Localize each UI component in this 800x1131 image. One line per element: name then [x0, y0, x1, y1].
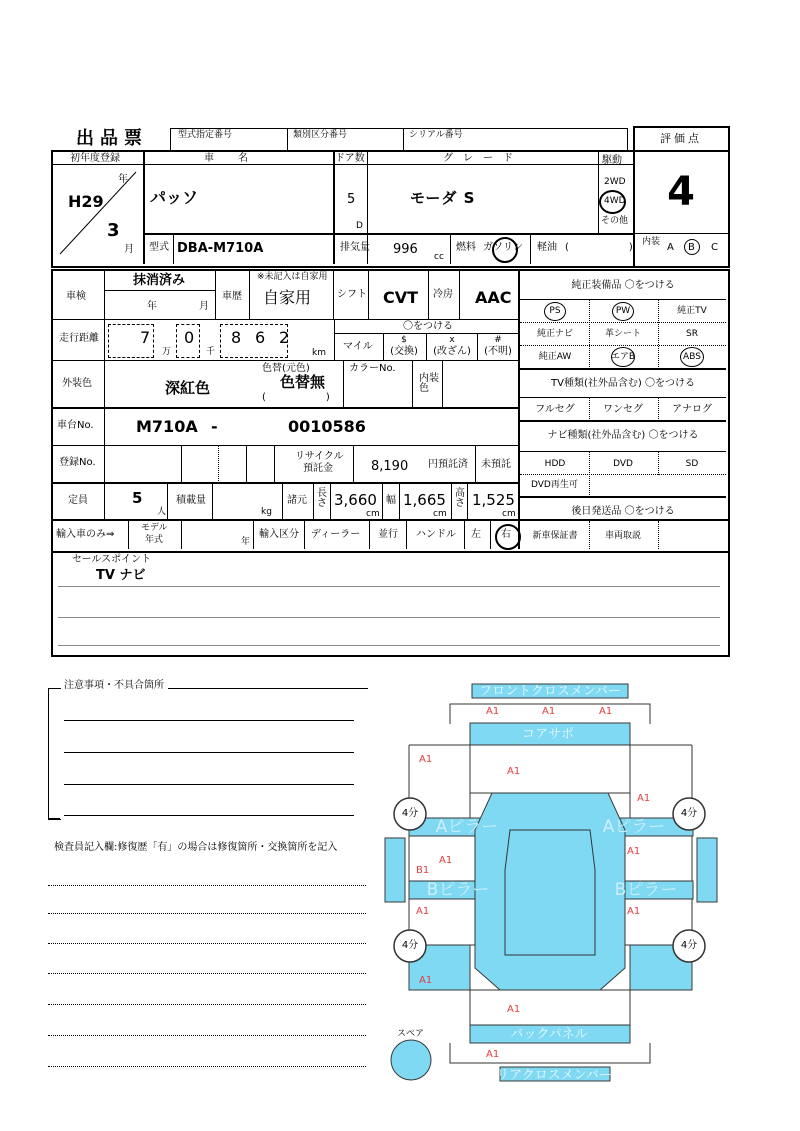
- sales-value: TV ナビ: [96, 568, 146, 583]
- drive-label: 駆動: [602, 155, 622, 166]
- interior-color-label: 内装色: [419, 373, 439, 394]
- width-label: 幅: [386, 495, 396, 506]
- recycle-label-1: リサイクル: [295, 451, 344, 462]
- load-label: 積載量: [176, 495, 206, 506]
- tamper-label: (改ざん): [433, 346, 471, 357]
- capacity-unit: 人: [157, 507, 167, 517]
- man-unit: 万: [162, 347, 172, 357]
- sheet-title: 出品票: [76, 128, 148, 149]
- shaken-label: 車検: [66, 291, 86, 302]
- interior-label: 内装: [642, 237, 661, 247]
- equip-airbag: エアB: [610, 352, 636, 362]
- fuel-paren: ( ): [565, 242, 633, 253]
- rear-cross-label: リアクロスメンバー: [496, 1068, 612, 1083]
- mileage-digit-5: 2: [279, 328, 290, 347]
- fuel-diesel: 軽油: [537, 242, 557, 253]
- capacity-label: 定員: [68, 495, 88, 506]
- eval-score: 4: [667, 169, 695, 215]
- handle-label: ハンドル: [416, 529, 456, 540]
- model-year-label-1: モデル: [141, 523, 168, 533]
- shaken-value: 抹消済み: [133, 273, 186, 288]
- recycle-label-2: 預託金: [303, 463, 333, 474]
- mileage-label: 走行距離: [59, 333, 99, 344]
- recycle-value: 8,190: [371, 459, 409, 474]
- color-change-value: 色替無: [280, 373, 326, 391]
- equip-ps-circle: [544, 302, 566, 321]
- capacity-value: 5: [132, 489, 143, 507]
- equip-aw: 純正AW: [538, 352, 572, 362]
- equip-pw: PW: [615, 306, 631, 316]
- km-unit: km: [312, 348, 326, 358]
- mark-right-front-door: A1: [627, 846, 641, 857]
- car-name: パッソ: [150, 188, 199, 207]
- history-label: 車歴: [222, 291, 242, 302]
- height-value: 1,525: [472, 491, 515, 509]
- tv-title: TV種類(社外品含む) 〇をつける: [551, 378, 695, 389]
- mark-left-fender: A1: [419, 754, 433, 765]
- month-unit: 月: [124, 244, 134, 255]
- drive-4wd-circle: [599, 190, 626, 214]
- equip-abs: ABS: [683, 352, 701, 362]
- mark-front-1: A1: [486, 706, 500, 717]
- color-no-label: カラーNo.: [349, 363, 396, 374]
- equip-tv: 純正TV: [677, 306, 707, 316]
- color-label: 外装色: [62, 378, 92, 389]
- mark-left-front-door-a1: A1: [439, 855, 453, 866]
- history-value: 自家用: [263, 288, 312, 307]
- drive-other: その他: [601, 216, 629, 226]
- length-value: 3,660: [334, 491, 377, 509]
- mileage-digit-2: 0: [184, 328, 195, 347]
- interior-c: C: [711, 242, 718, 253]
- back-panel-label: バックパネル: [510, 1027, 588, 1042]
- caution-label: 注意事項・不具合箇所: [64, 680, 164, 691]
- unknown-mark: #: [494, 335, 502, 345]
- doors-unit: D: [356, 221, 363, 231]
- a-pillar-right-label: Aピラー: [602, 817, 666, 837]
- dvd-label: DVD再生可: [531, 480, 578, 490]
- tire-front-right: 4分: [680, 808, 698, 819]
- header-code-row: [170, 128, 628, 152]
- length-label: 長さ: [317, 488, 327, 509]
- model-year-label-2: 年式: [145, 535, 164, 545]
- interior-b: B: [688, 242, 695, 253]
- chassis-model: M710A: [136, 417, 198, 436]
- interior-b-circle: [684, 239, 700, 255]
- spare-label: スペア: [397, 1029, 425, 1039]
- fuel-gasoline: ガソリン: [483, 242, 523, 253]
- interior-a: A: [667, 242, 674, 253]
- height-label: 高さ: [455, 488, 465, 509]
- shaken-month-unit: 月: [199, 301, 209, 312]
- history-note: ※未記入は自家用: [257, 272, 328, 282]
- chassis-dash: -: [211, 417, 218, 436]
- tire-front-left: 4分: [401, 808, 419, 819]
- drive-2wd: 2WD: [604, 177, 626, 187]
- mileage-digit-4: 6: [255, 328, 266, 347]
- displacement-unit: cc: [434, 252, 444, 262]
- model-year-unit: 年: [241, 537, 251, 547]
- equipment-title: 純正装備品 〇をつける: [571, 280, 675, 291]
- car-name-label: 車名: [204, 153, 272, 164]
- width-value: 1,665: [403, 491, 446, 509]
- tv-oneseg: ワンセグ: [603, 404, 643, 415]
- ac-value: AAC: [475, 288, 512, 307]
- unknown-label: (不明): [484, 346, 512, 357]
- reg-no-label: 登録No.: [59, 457, 96, 468]
- sales-label: セールスポイント: [72, 554, 152, 565]
- mileage-digit-3: 8: [231, 328, 242, 347]
- handle-right: 右: [501, 529, 511, 540]
- recycle-unpaid: 未預託: [481, 459, 511, 470]
- grade-label: グレード: [443, 153, 523, 164]
- mark-front-2: A1: [542, 706, 556, 717]
- serial-label: シリアル番号: [409, 130, 463, 140]
- width-unit: cm: [433, 509, 447, 519]
- year-unit: 年: [118, 174, 128, 185]
- equip-abs-circle: [680, 347, 704, 367]
- equip-ps: PS: [549, 306, 561, 316]
- equip-navi: 純正ナビ: [536, 329, 574, 339]
- front-cross-label: フロントクロスメンバー: [479, 684, 621, 699]
- mark-left-rear-door: A1: [416, 906, 430, 917]
- core-support-label: コアサポ: [521, 727, 575, 742]
- import-label: 輸入車のみ⇒: [56, 529, 115, 540]
- color-change-label: 色替(元色): [262, 363, 310, 374]
- equip-pw-circle: [612, 302, 634, 321]
- tire-rear-left: 4分: [401, 940, 419, 951]
- color-change-paren: ( ): [262, 392, 330, 403]
- equip-sr: SR: [686, 329, 698, 339]
- mark-left-front-door-b1: B1: [416, 865, 430, 876]
- mark-hood: A1: [507, 766, 521, 777]
- mark-left-quarter: A1: [419, 975, 433, 986]
- shift-label: シフト: [337, 289, 367, 300]
- dims-label: 諸元: [287, 495, 307, 506]
- tv-fullseg: フルセグ: [535, 404, 575, 415]
- tv-analog: アナログ: [672, 404, 712, 415]
- mark-rear-bumper: A1: [486, 1049, 500, 1060]
- model-code-label: 型式指定番号: [178, 130, 233, 140]
- navi-hdd: HDD: [544, 459, 566, 469]
- fuel-label: 燃料: [456, 242, 476, 253]
- navi-title: ナビ種類(社外品含む) 〇をつける: [547, 430, 699, 441]
- equip-leather: 革シート: [604, 329, 642, 339]
- load-unit: kg: [261, 507, 272, 517]
- first-reg-label: 初年度登録: [70, 153, 120, 164]
- first-reg-year: H29: [68, 192, 104, 211]
- chassis-number: 0010586: [288, 417, 366, 436]
- doors-label: ドア数: [335, 153, 365, 164]
- b-pillar-left-label: Bピラー: [426, 880, 490, 900]
- type-value: DBA-M710A: [177, 241, 264, 256]
- recycle-unit: 円預託済: [428, 459, 468, 470]
- mark-right-apillar: A1: [637, 793, 651, 804]
- exchange-label: (交換): [390, 346, 418, 357]
- color-value: 深紅色: [165, 379, 211, 397]
- shift-value: CVT: [383, 288, 419, 307]
- drive-4wd: 4WD: [604, 196, 626, 206]
- displacement-label: 排気量: [340, 242, 370, 253]
- length-unit: cm: [366, 509, 380, 519]
- exchange-mark: $: [401, 335, 407, 345]
- mileage-digit-1: 7: [140, 328, 151, 347]
- later-title: 後日発送品 〇をつける: [571, 506, 675, 517]
- handle-left: 左: [471, 529, 481, 540]
- import-type-label: 輸入区分: [259, 529, 299, 540]
- parallel-label: 並行: [378, 529, 398, 540]
- navi-dvd: DVD: [613, 459, 633, 469]
- tire-rear-right: 4分: [680, 940, 698, 951]
- doors-value: 5: [347, 192, 356, 207]
- sales-box: [51, 549, 730, 657]
- mile-label: マイル: [343, 341, 373, 352]
- eval-label: 評価点: [660, 132, 702, 145]
- ac-label: 冷房: [433, 289, 453, 300]
- mark-trunk: A1: [507, 1004, 521, 1015]
- displacement-value: 996: [393, 242, 418, 257]
- fuel-gasoline-circle: [492, 237, 518, 263]
- navi-sd: SD: [685, 459, 699, 469]
- mileage-circle-note: 〇をつける: [403, 321, 453, 332]
- equip-airbag-circle: [611, 347, 635, 367]
- mark-right-rear-door: A1: [627, 906, 641, 917]
- type-label: 型式: [149, 242, 169, 253]
- first-reg-month: 3: [107, 220, 120, 241]
- mark-front-3: A1: [599, 706, 613, 717]
- sen-unit: 千: [206, 347, 216, 357]
- grade-value: モーダ S: [410, 189, 476, 207]
- category-code-label: 類別区分番号: [293, 130, 348, 140]
- chassis-label: 車台No.: [57, 420, 94, 431]
- a-pillar-left-label: Aピラー: [435, 817, 499, 837]
- later-manual: 車両取説: [604, 531, 642, 541]
- height-unit: cm: [502, 509, 516, 519]
- inspector-label: 検査員記入欄:修復歴「有」の場合は修復箇所・交換箇所を記入: [54, 842, 338, 853]
- tamper-mark: x: [449, 335, 455, 345]
- handle-right-circle: [495, 524, 521, 550]
- shaken-year-unit: 年: [147, 301, 157, 312]
- b-pillar-right-label: Bピラー: [614, 880, 678, 900]
- dealer-label: ディーラー: [311, 529, 361, 540]
- later-warranty: 新車保証書: [532, 531, 578, 541]
